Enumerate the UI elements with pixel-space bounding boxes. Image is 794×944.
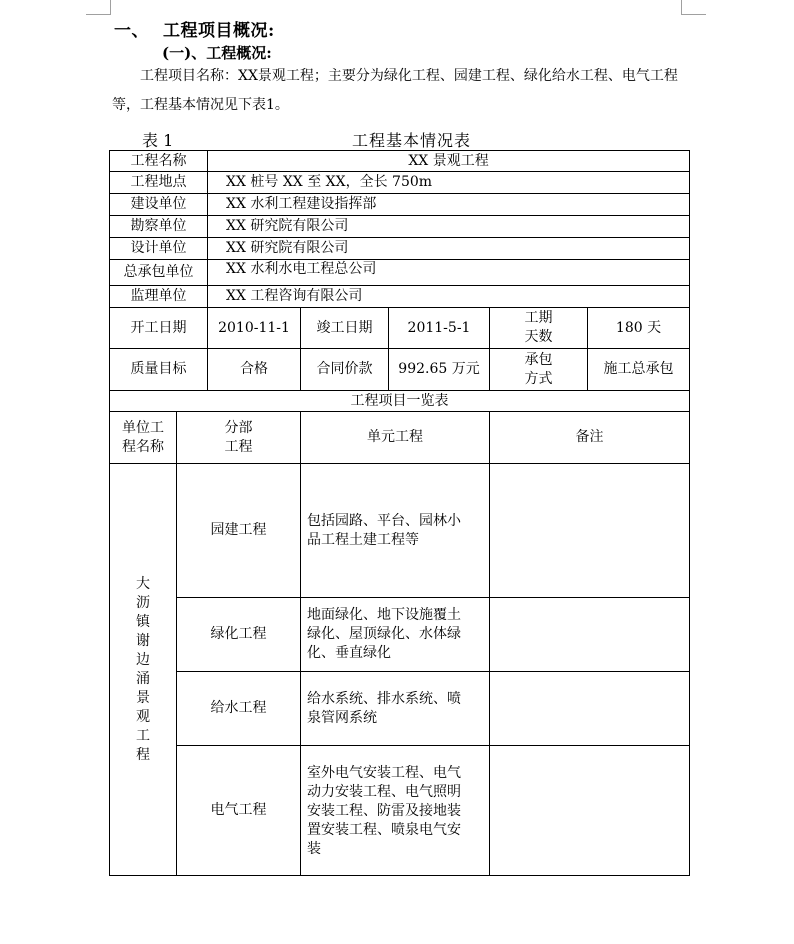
table-row (110, 172, 690, 194)
project-info-table (109, 150, 690, 876)
crop-mark-right (681, 0, 706, 15)
contract-price-value: 992.65 万元 (389, 349, 490, 391)
info-value: XX 研究院有限公司 (208, 238, 690, 260)
element-project-desc: 给水系统、排水系统、喷 泉管网系统 (301, 672, 490, 746)
schedule-row (110, 308, 690, 349)
section-title: 工程项目概况: (163, 21, 275, 41)
info-label: 监理单位 (110, 286, 208, 308)
info-label: 工程地点 (110, 172, 208, 194)
table-row (110, 598, 690, 672)
section-number: 一、 (114, 21, 149, 41)
table-row (110, 260, 690, 286)
info-label: 工程名称 (110, 151, 208, 172)
projects-header-row (110, 412, 690, 464)
table-caption: 工程基本情况表 (352, 131, 472, 150)
element-project-desc: 包括园路、平台、园林小 品工程土建工程等 (301, 464, 490, 598)
contract-mode-value: 施工总承包 (588, 349, 690, 391)
header-remark: 备注 (490, 412, 690, 464)
sub-project-name: 给水工程 (177, 672, 301, 746)
unit-project-name: 大 沥 镇 谢 边 涌 景 观 工 程 (110, 464, 177, 876)
remark-cell (490, 746, 690, 876)
remark-cell (490, 672, 690, 746)
sub-project-name: 绿化工程 (177, 598, 301, 672)
end-date-label: 竣工日期 (301, 308, 389, 349)
quality-target-label: 质量目标 (110, 349, 208, 391)
duration-value: 180 天 (588, 308, 690, 349)
table-label: 表 1 (142, 131, 174, 150)
intro-paragraph (112, 62, 702, 120)
projects-title-row (110, 391, 690, 412)
end-date-value: 2011-5-1 (389, 308, 490, 349)
info-value: XX 工程咨询有限公司 (208, 286, 690, 308)
info-value: XX 桩号 XX 至 XX，全长 750m (208, 172, 690, 194)
info-label: 建设单位 (110, 194, 208, 216)
remark-cell (490, 464, 690, 598)
table-row (110, 464, 690, 598)
crop-mark-left (86, 0, 111, 15)
table-row (110, 194, 690, 216)
info-value: XX 水利工程建设指挥部 (208, 194, 690, 216)
info-value: XX 景观工程 (208, 151, 690, 172)
info-label: 勘察单位 (110, 216, 208, 238)
sub-project-name: 园建工程 (177, 464, 301, 598)
contract-mode-label: 承包 方式 (490, 349, 588, 391)
duration-label: 工期 天数 (490, 308, 588, 349)
header-sub-project: 分部 工程 (177, 412, 301, 464)
start-date-label: 开工日期 (110, 308, 208, 349)
section-heading (114, 16, 275, 41)
element-project-desc: 室外电气安装工程、电气 动力安装工程、电气照明 安装工程、防雷及接地装 置安装工程、喷泉电气安 装 (301, 746, 490, 876)
sub-project-name: 电气工程 (177, 746, 301, 876)
header-element-project: 单元工程 (301, 412, 490, 464)
contract-price-label: 合同价款 (301, 349, 389, 391)
table-row (110, 672, 690, 746)
start-date-value: 2010-11-1 (208, 308, 301, 349)
intro-text: 工程项目名称：XX景观工程；主要分为绿化工程、园建工程、绿化给水工程、电气工程等，工程基本情况见下表1。 (112, 68, 678, 113)
table-row (110, 151, 690, 172)
table-row (110, 286, 690, 308)
quality-target-value: 合格 (208, 349, 301, 391)
info-value: XX 水利水电工程总公司 (208, 260, 690, 286)
info-label: 设计单位 (110, 238, 208, 260)
quality-row (110, 349, 690, 391)
header-unit-project: 单位工 程名称 (110, 412, 177, 464)
subsection-heading: (一)、工程概况: (162, 44, 272, 62)
table-row (110, 238, 690, 260)
remark-cell (490, 598, 690, 672)
table-row (110, 746, 690, 876)
info-label: 总承包单位 (110, 260, 208, 286)
info-value: XX 研究院有限公司 (208, 216, 690, 238)
projects-title: 工程项目一览表 (110, 391, 690, 412)
element-project-desc: 地面绿化、地下设施覆土 绿化、屋顶绿化、水体绿 化、垂直绿化 (301, 598, 490, 672)
table-row (110, 216, 690, 238)
